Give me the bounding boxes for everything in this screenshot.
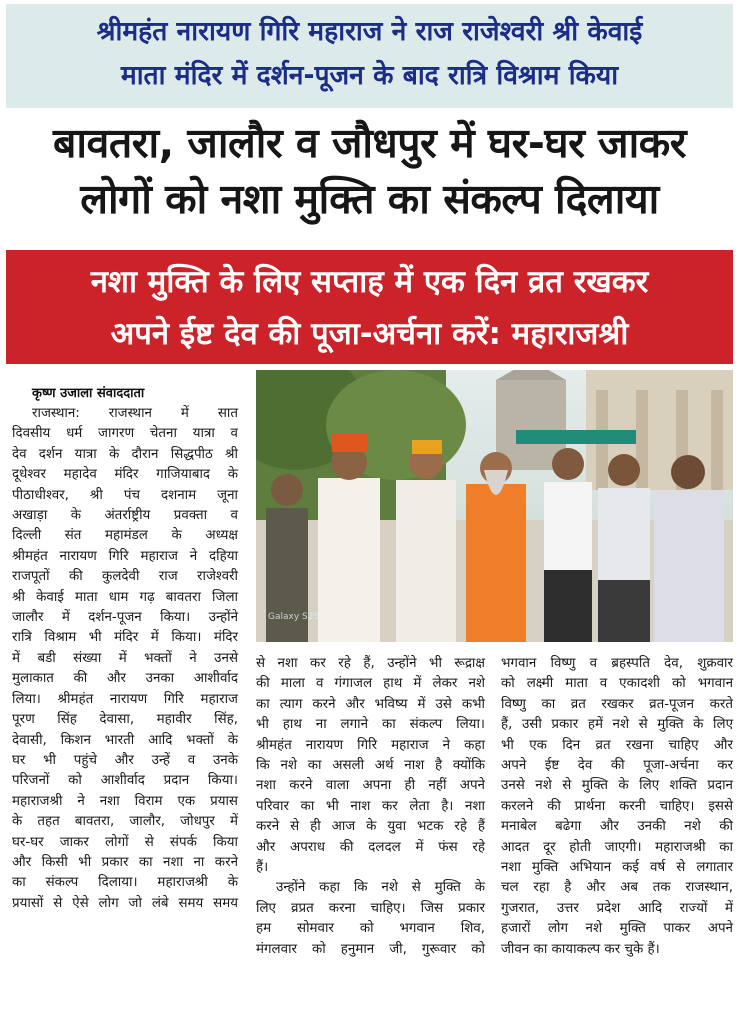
article-line: अपने ईष्ट देव की पूजा-अर्चना कर — [501, 758, 733, 774]
article-line: रात्रि विश्राम भी मंदिर में किया। मंदिर — [12, 630, 238, 646]
article-line: का त्याग करने और भविष्य में उसे कभी — [256, 696, 485, 712]
article-column-1 — [12, 404, 238, 914]
article-line: भी एक दिन व्रत रखना चाहिए और — [501, 737, 733, 753]
article-line: श्री केवाई माता धाम गढ़ बावतरा जिला — [12, 589, 238, 605]
article-line: दिवसीय धर्म जागरण चेतना यात्रा व — [12, 426, 238, 442]
news-photo — [256, 370, 733, 642]
article-line: पूरण सिंह देवासा, महावीर सिंह, — [12, 712, 238, 728]
article-line: प्रयासों से ऐसे लोग जो लंबे समय समय — [12, 895, 238, 911]
article-line: घर-घर जाकर लोगों से संपर्क किया — [12, 834, 238, 850]
sub-headline-band — [6, 250, 733, 364]
article-line: श्रीमहंत नारायण गिरि महाराज ने कहा — [256, 737, 485, 753]
article-line: में बडी संख्या में भक्तों ने उनसे — [12, 650, 238, 666]
article-line: लिए व्रप्रत करना चाहिए। जिस प्रकार — [256, 900, 485, 916]
article-line: राजस्थान: राजस्थान में सात — [32, 406, 238, 421]
article-line: हैं। — [256, 860, 269, 876]
article-line: मंगलवार को हनुमान जी, गुरूवार को — [256, 941, 485, 957]
article-line: के तहत बावतरा, जालौर, जोधपुर में — [12, 814, 238, 830]
article-line: जीवन का कायाकल्प कर चुके हैं। — [501, 941, 660, 957]
article-line: भी हाथ ना लगाने का संकल्प लिया। — [256, 717, 485, 733]
article-line: नशा मुक्ति अभियान कई वर्ष से लगातार — [501, 860, 733, 876]
article-line: चल रहा है और अब तक राजस्थान, — [501, 880, 733, 896]
top-headline-line-1: श्रीमहंत नारायण गिरि महाराज ने राज राजेश्वरी श्री केवाई — [96, 16, 643, 47]
article-line: आदत दूर होती जाएगी। महाराजश्री का — [501, 839, 733, 855]
photo-illustration — [256, 370, 733, 642]
article-line: अखाड़ा के अंतर्राष्ट्रीय प्रवक्ता व — [12, 508, 238, 524]
article-line: की माला व गंगाजल हाथ में लेकर नशे — [256, 676, 485, 692]
article-line: विष्णु का व्रत रखकर व्रत-पूजन करते — [501, 696, 733, 712]
article-line: और किसी भी प्रकार का नशा ना करने — [12, 854, 238, 870]
article-line: महाराजश्री ने नशा विराम एक प्रयास — [12, 793, 238, 809]
article-line: देव दर्शन यात्रा के दौरान सिद्धपीठ श्री — [12, 446, 238, 462]
article-line: देवासी, किशन भारती आदि भक्तों के — [12, 732, 238, 748]
main-headline — [6, 115, 733, 227]
article-line: पीठाधीश्वर, श्री पंच दशनाम जूना — [12, 487, 238, 503]
article-column-2 — [256, 654, 485, 960]
article-line: हम सोमवार को भगवान शिव, — [256, 921, 485, 937]
main-headline-line-2: लोगों को नशा मुक्ति का संकल्प दिलाया — [80, 175, 659, 223]
article-line: और अपराध की दलदल में फंस रहे — [256, 839, 485, 855]
article-column-3 — [501, 654, 733, 960]
article-line: राजपूतों की कुलदेवी राज राजेश्वरी — [12, 569, 238, 585]
article-line: श्रीमहंत नारायण गिरि महाराज ने दहिया — [12, 548, 238, 564]
article-line: को लक्ष्मी माता व एकादशी को भगवान — [501, 676, 733, 692]
article-line: लिया। श्रीमहंत नारायण गिरि महाराज — [12, 691, 238, 707]
sub-headline-line-2: अपने ईष्ट देव की पूजा-अर्चना करें: महाराजश्री — [110, 316, 629, 352]
article-line: से नशा कर रहे हैं, उन्होंने भी रूद्राक्ष — [256, 656, 485, 671]
article-line: कि नशे का असली अर्थ नाश है क्योंकि — [256, 758, 485, 774]
article-line: मनाबेल बढेगा और उनकी नशे की — [501, 819, 733, 835]
article-line: दूधेश्वर महादेव मंदिर गाजियाबाद के — [12, 467, 238, 483]
article-line: परिजनों को आशीर्वाद प्रदान किया। — [12, 773, 238, 789]
top-headline-line-2: माता मंदिर में दर्शन-पूजन के बाद रात्रि विश्राम किया — [120, 60, 619, 91]
article-line: भगवान विष्णु व ब्रहस्पति देव, शुक्रवार — [501, 656, 733, 671]
article-line: परिवार का भी नाश कर लेता है। नशा — [256, 798, 485, 814]
article-line: घर भी पहुंचे और उन्हें व उनके — [12, 752, 238, 768]
article-line: उनसे नशे से मुक्ति के लिए शक्ति प्रदान — [501, 778, 733, 794]
article-line: जालौर में दर्शन-पूजन किया। उन्होंने — [12, 610, 238, 626]
article-line: हैं, उसी प्रकार हमें नशे से मुक्ति के लिए — [501, 717, 733, 733]
article-line: करलने की प्रार्थना करनी चाहिए। इससे — [501, 798, 733, 814]
sub-headline-line-1: नशा मुक्ति के लिए सप्ताह में एक दिन व्रत रखकर — [90, 264, 649, 300]
article-line: उन्होंने कहा कि नशे से मुक्ति के — [276, 880, 485, 896]
article-line: नशा करने वाला अपना ही नहीं अपने — [256, 778, 485, 794]
byline: कृष्ण उजाला संवाददाता — [32, 386, 145, 401]
article-line: मुलाकात की और उनका आशीर्वाद — [12, 671, 238, 687]
article-line: गुजरात, उत्तर प्रदेश आदि राज्यों में — [501, 900, 733, 916]
camera-watermark: Galaxy S25 — [268, 612, 320, 622]
article-line: दिल्ली संत महामंडल के अध्यक्ष — [12, 528, 238, 544]
article-line: हजारों लोग नशे मुक्ति पाकर अपने — [501, 921, 733, 937]
article-line: का संकल्प दिलाया। महाराजश्री के — [12, 875, 238, 891]
top-headline-band — [6, 4, 733, 108]
main-headline-line-1: बावतरा, जालौर व जौधपुर में घर-घर जाकर — [53, 119, 686, 167]
article-line: करने से ही आज के युवा भटक रहे हैं — [256, 819, 485, 835]
